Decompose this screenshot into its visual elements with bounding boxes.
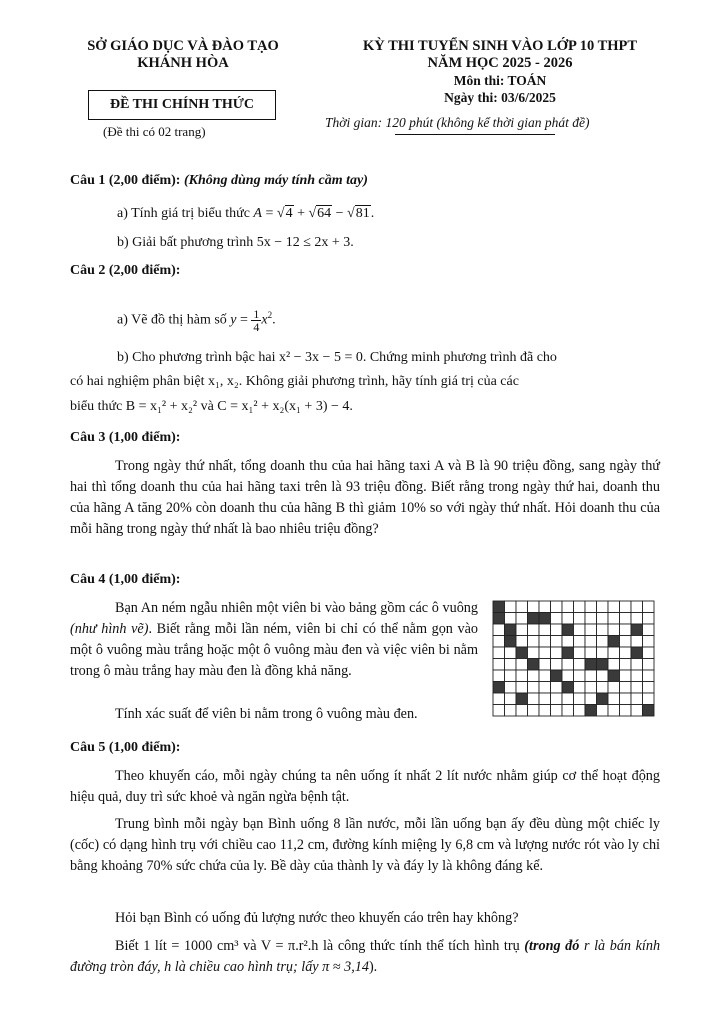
grid-cell-white: [528, 693, 540, 705]
grid-cell-dark: [585, 705, 597, 717]
grid-cell-white: [574, 613, 586, 625]
q2-b-line3: biểu thức B = x₁² + x₂² và C = x₁² + x₂(x₁ + 3) − 4.: [70, 399, 353, 414]
department-name: SỞ GIÁO DỤC VÀ ĐÀO TẠO: [87, 38, 279, 54]
q1-a-prefix: a) Tính giá trị biểu thức: [117, 206, 250, 221]
grid-cell-white: [505, 647, 517, 659]
grid-cell-white: [505, 613, 517, 625]
grid-cell-dark: [643, 705, 655, 717]
grid-cell-white: [551, 705, 563, 717]
q3-text: Trong ngày thứ nhất, tổng doanh thu của hai hãng taxi A và B là 90 triệu đồng, sang ngày thứ hai thì tổng doanh thu của hai hãng taxi trên là 93 triệu đồng. Biết rằng trong ngày thứ hai, doanh thu của hãng A tăng 20% còn doanh thu của hãng B thì giảm 10% so với ngày thứ nhất. Hỏi doanh thu của mỗi hãng trong ngày thứ nhất là bao nhiêu triệu đồng?: [70, 458, 660, 537]
q4-text: [70, 598, 478, 682]
grid-cell-white: [597, 613, 609, 625]
grid-cell-white: [585, 693, 597, 705]
grid-cell-dark: [493, 682, 505, 694]
grid-cell-white: [551, 659, 563, 671]
grid-cell-white: [643, 647, 655, 659]
grid-cell-dark: [608, 670, 620, 682]
grid-cell-white: [574, 624, 586, 636]
grid-cell-white: [493, 705, 505, 717]
grid-cell-dark: [539, 613, 551, 625]
grid-cell-white: [631, 705, 643, 717]
grid-cell-white: [505, 659, 517, 671]
grid-cell-dark: [608, 636, 620, 648]
time-underline: [395, 134, 555, 135]
q4-question: Tính xác suất để viên bi nằm trong ô vuông màu đen.: [115, 706, 418, 722]
grid-cell-white: [562, 670, 574, 682]
grid-cell-white: [493, 647, 505, 659]
grid-cell-white: [528, 682, 540, 694]
square-grid: [491, 599, 659, 723]
grid-cell-white: [643, 693, 655, 705]
grid-cell-dark: [585, 659, 597, 671]
grid-cell-white: [620, 670, 632, 682]
grid-cell-white: [643, 613, 655, 625]
grid-cell-white: [574, 647, 586, 659]
grid-cell-white: [574, 636, 586, 648]
grid-cell-dark: [505, 636, 517, 648]
grid-cell-white: [505, 601, 517, 613]
grid-cell-white: [539, 647, 551, 659]
grid-cell-white: [493, 636, 505, 648]
grid-cell-white: [493, 693, 505, 705]
grid-cell-white: [528, 647, 540, 659]
grid-cell-white: [505, 705, 517, 717]
grid-cell-white: [608, 705, 620, 717]
grid-cell-white: [620, 659, 632, 671]
grid-cell-white: [562, 705, 574, 717]
grid-cell-white: [528, 705, 540, 717]
grid-cell-dark: [528, 613, 540, 625]
grid-cell-white: [551, 647, 563, 659]
grid-cell-white: [493, 659, 505, 671]
grid-cell-white: [516, 624, 528, 636]
grid-cell-white: [643, 670, 655, 682]
grid-cell-white: [608, 613, 620, 625]
q2-a: a) Vẽ đồ thị hàm số y = $\frac{1}{4}$ $x^2$.: [117, 306, 276, 334]
header-left: [58, 38, 308, 72]
q5-p2: Trung bình mỗi ngày bạn Bình uống 8 lần nước, mỗi lần uống bạn ấy đều dùng một chiếc ly (cốc) có dạng hình trụ với chiều cao 11,2 cm, đường kính miệng ly 6,8 cm và lượng nước rót vào ly chỉ bằng khoảng 70% sức chứa của ly. Bề dày của thành ly và đáy ly là không đáng kể.: [70, 816, 660, 874]
q2-b-line2: có hai nghiệm phân biệt x₁, x₂. Không giải phương trình, hãy tính giá trị của các: [70, 374, 519, 389]
grid-cell-dark: [631, 624, 643, 636]
grid-cell-white: [643, 682, 655, 694]
grid-cell-white: [631, 659, 643, 671]
grid-cell-white: [631, 670, 643, 682]
grid-cell-white: [643, 659, 655, 671]
grid-cell-white: [585, 601, 597, 613]
grid-cell-white: [620, 624, 632, 636]
grid-cell-white: [597, 682, 609, 694]
grid-cell-dark: [493, 601, 505, 613]
grid-cell-white: [631, 601, 643, 613]
grid-cell-white: [574, 659, 586, 671]
q5-p4-italic1: (trong đó: [524, 938, 580, 954]
grid-cell-white: [516, 705, 528, 717]
grid-cell-dark: [631, 647, 643, 659]
grid-cell-white: [528, 670, 540, 682]
q4-text-b: . Biết rằng mỗi lần ném, viên bi chỉ có thể nằm gọn vào một ô vuông màu trắng hoặc một ô vuông màu đen và việc viên bi nằm trong ô màu trắng hay màu đen là đồng khả năng.: [70, 621, 478, 679]
grid-cell-white: [608, 659, 620, 671]
q1-heading: [70, 173, 368, 189]
q4-text-italic: (như hình vẽ): [70, 621, 149, 637]
grid-cell-white: [597, 647, 609, 659]
grid-cell-white: [585, 636, 597, 648]
grid-cell-white: [597, 601, 609, 613]
grid-cell-dark: [516, 647, 528, 659]
grid-cell-dark: [597, 693, 609, 705]
grid-cell-white: [551, 636, 563, 648]
grid-cell-white: [505, 693, 517, 705]
grid-cell-dark: [528, 659, 540, 671]
q5-title: Câu 5 (1,00 điểm):: [70, 740, 181, 755]
grid-cell-white: [551, 682, 563, 694]
grid-cell-white: [562, 659, 574, 671]
grid-cell-white: [574, 705, 586, 717]
grid-cell-white: [574, 601, 586, 613]
q2-title: Câu 2 (2,00 điểm):: [70, 263, 181, 278]
grid-cell-white: [608, 693, 620, 705]
q5-p4-italic2: r là bán kính đường tròn đáy, h là chiều cao hình trụ; lấy π ≈ 3,14: [70, 938, 661, 975]
grid-cell-white: [597, 705, 609, 717]
grid-cell-white: [643, 624, 655, 636]
grid-cell-white: [597, 670, 609, 682]
grid-cell-white: [597, 636, 609, 648]
grid-cell-dark: [505, 624, 517, 636]
q1-note: (Không dùng máy tính cầm tay): [183, 173, 368, 188]
grid-cell-white: [631, 636, 643, 648]
q4-text-a: Bạn An ném ngẫu nhiên một viên bi vào bảng gồm các ô vuông: [115, 600, 478, 616]
exam-date: Ngày thi: 03/6/2025: [444, 90, 556, 105]
grid-cell-white: [516, 659, 528, 671]
q1-b: b) Giải bất phương trình 5x − 12 ≤ 2x + 3.: [117, 235, 354, 250]
grid-cell-white: [608, 647, 620, 659]
q1-a: a) Tính giá trị biểu thức A = √4 + √64 − √81.: [117, 206, 375, 221]
grid-cell-dark: [562, 682, 574, 694]
grid-cell-white: [562, 601, 574, 613]
grid-cell-white: [528, 601, 540, 613]
grid-cell-white: [505, 670, 517, 682]
grid-cell-white: [574, 682, 586, 694]
grid-cell-white: [643, 636, 655, 648]
grid-cell-white: [585, 647, 597, 659]
grid-cell-white: [574, 670, 586, 682]
province-name: KHÁNH HÒA: [137, 55, 229, 71]
exam-time: Thời gian: 120 phút (không kể thời gian phát đề): [325, 115, 590, 130]
grid-cell-white: [551, 601, 563, 613]
grid-cell-white: [539, 705, 551, 717]
header-right: [320, 38, 680, 106]
q4-title: Câu 4 (1,00 điểm):: [70, 572, 181, 587]
grid-cell-dark: [493, 613, 505, 625]
grid-cell-white: [631, 682, 643, 694]
q2-a-prefix: a) Vẽ đồ thị hàm số: [117, 312, 227, 328]
grid-cell-dark: [562, 647, 574, 659]
pages-note: (Đề thi có 02 trang): [103, 124, 206, 139]
grid-cell-white: [631, 613, 643, 625]
grid-cell-white: [620, 601, 632, 613]
grid-cell-white: [620, 705, 632, 717]
grid-cell-white: [551, 624, 563, 636]
grid-cell-white: [574, 693, 586, 705]
exam-name: KỲ THI TUYỂN SINH VÀO LỚP 10 THPT: [362, 38, 638, 54]
grid-cell-white: [620, 613, 632, 625]
grid-cell-white: [551, 693, 563, 705]
grid-cell-white: [516, 670, 528, 682]
grid-cell-white: [608, 682, 620, 694]
grid-cell-white: [539, 693, 551, 705]
q5-p3: Hỏi bạn Bình có uống đủ lượng nước theo khuyến cáo trên hay không?: [115, 910, 519, 926]
grid-cell-white: [608, 601, 620, 613]
grid-cell-white: [562, 636, 574, 648]
grid-cell-white: [597, 624, 609, 636]
grid-cell-white: [643, 601, 655, 613]
grid-cell-white: [539, 601, 551, 613]
grid-cell-white: [551, 613, 563, 625]
grid-cell-dark: [597, 659, 609, 671]
official-exam-box: ĐỀ THI CHÍNH THỨC: [88, 90, 276, 120]
grid-cell-white: [516, 613, 528, 625]
grid-cell-white: [585, 624, 597, 636]
q1-title: Câu 1 (2,00 điểm):: [70, 173, 181, 188]
q2-b-line1: b) Cho phương trình bậc hai x² − 3x − 5 = 0. Chứng minh phương trình đã cho: [117, 350, 557, 365]
grid-cell-white: [493, 670, 505, 682]
q5-p4: [70, 936, 660, 978]
grid-cell-white: [539, 659, 551, 671]
grid-cell-white: [620, 636, 632, 648]
grid-cell-white: [505, 682, 517, 694]
subject: Môn thi: TOÁN: [453, 73, 547, 88]
q5-p1: Theo khuyến cáo, mỗi ngày chúng ta nên uống ít nhất 2 lít nước nhằm giúp cơ thể hoạt động hiệu quả, duy trì sức khoẻ và ngăn ngừa bệnh tật.: [70, 768, 660, 805]
grid-cell-white: [539, 670, 551, 682]
grid-cell-white: [585, 682, 597, 694]
grid-cell-white: [562, 613, 574, 625]
q5-p4-end: ).: [368, 959, 378, 975]
grid-cell-white: [620, 693, 632, 705]
grid-cell-white: [562, 693, 574, 705]
grid-cell-white: [516, 636, 528, 648]
grid-cell-white: [516, 682, 528, 694]
grid-cell-white: [539, 636, 551, 648]
grid-cell-white: [528, 624, 540, 636]
grid-cell-white: [528, 636, 540, 648]
grid-cell-white: [539, 682, 551, 694]
grid-cell-white: [585, 613, 597, 625]
grid-cell-white: [608, 624, 620, 636]
grid-cell-white: [620, 682, 632, 694]
grid-cell-dark: [562, 624, 574, 636]
q5-p4-prefix: Biết 1 lít = 1000 cm³ và V = π.r².h là công thức tính thể tích hình trụ: [115, 938, 520, 954]
grid-cell-white: [585, 670, 597, 682]
grid-cell-dark: [551, 670, 563, 682]
grid-cell-dark: [516, 693, 528, 705]
q3-title: Câu 3 (1,00 điểm):: [70, 430, 181, 445]
dice-grid-figure: [491, 599, 659, 728]
grid-cell-white: [631, 693, 643, 705]
grid-cell-white: [539, 624, 551, 636]
school-year: NĂM HỌC 2025 - 2026: [427, 55, 573, 71]
grid-cell-white: [516, 601, 528, 613]
grid-cell-white: [620, 647, 632, 659]
grid-cell-white: [493, 624, 505, 636]
